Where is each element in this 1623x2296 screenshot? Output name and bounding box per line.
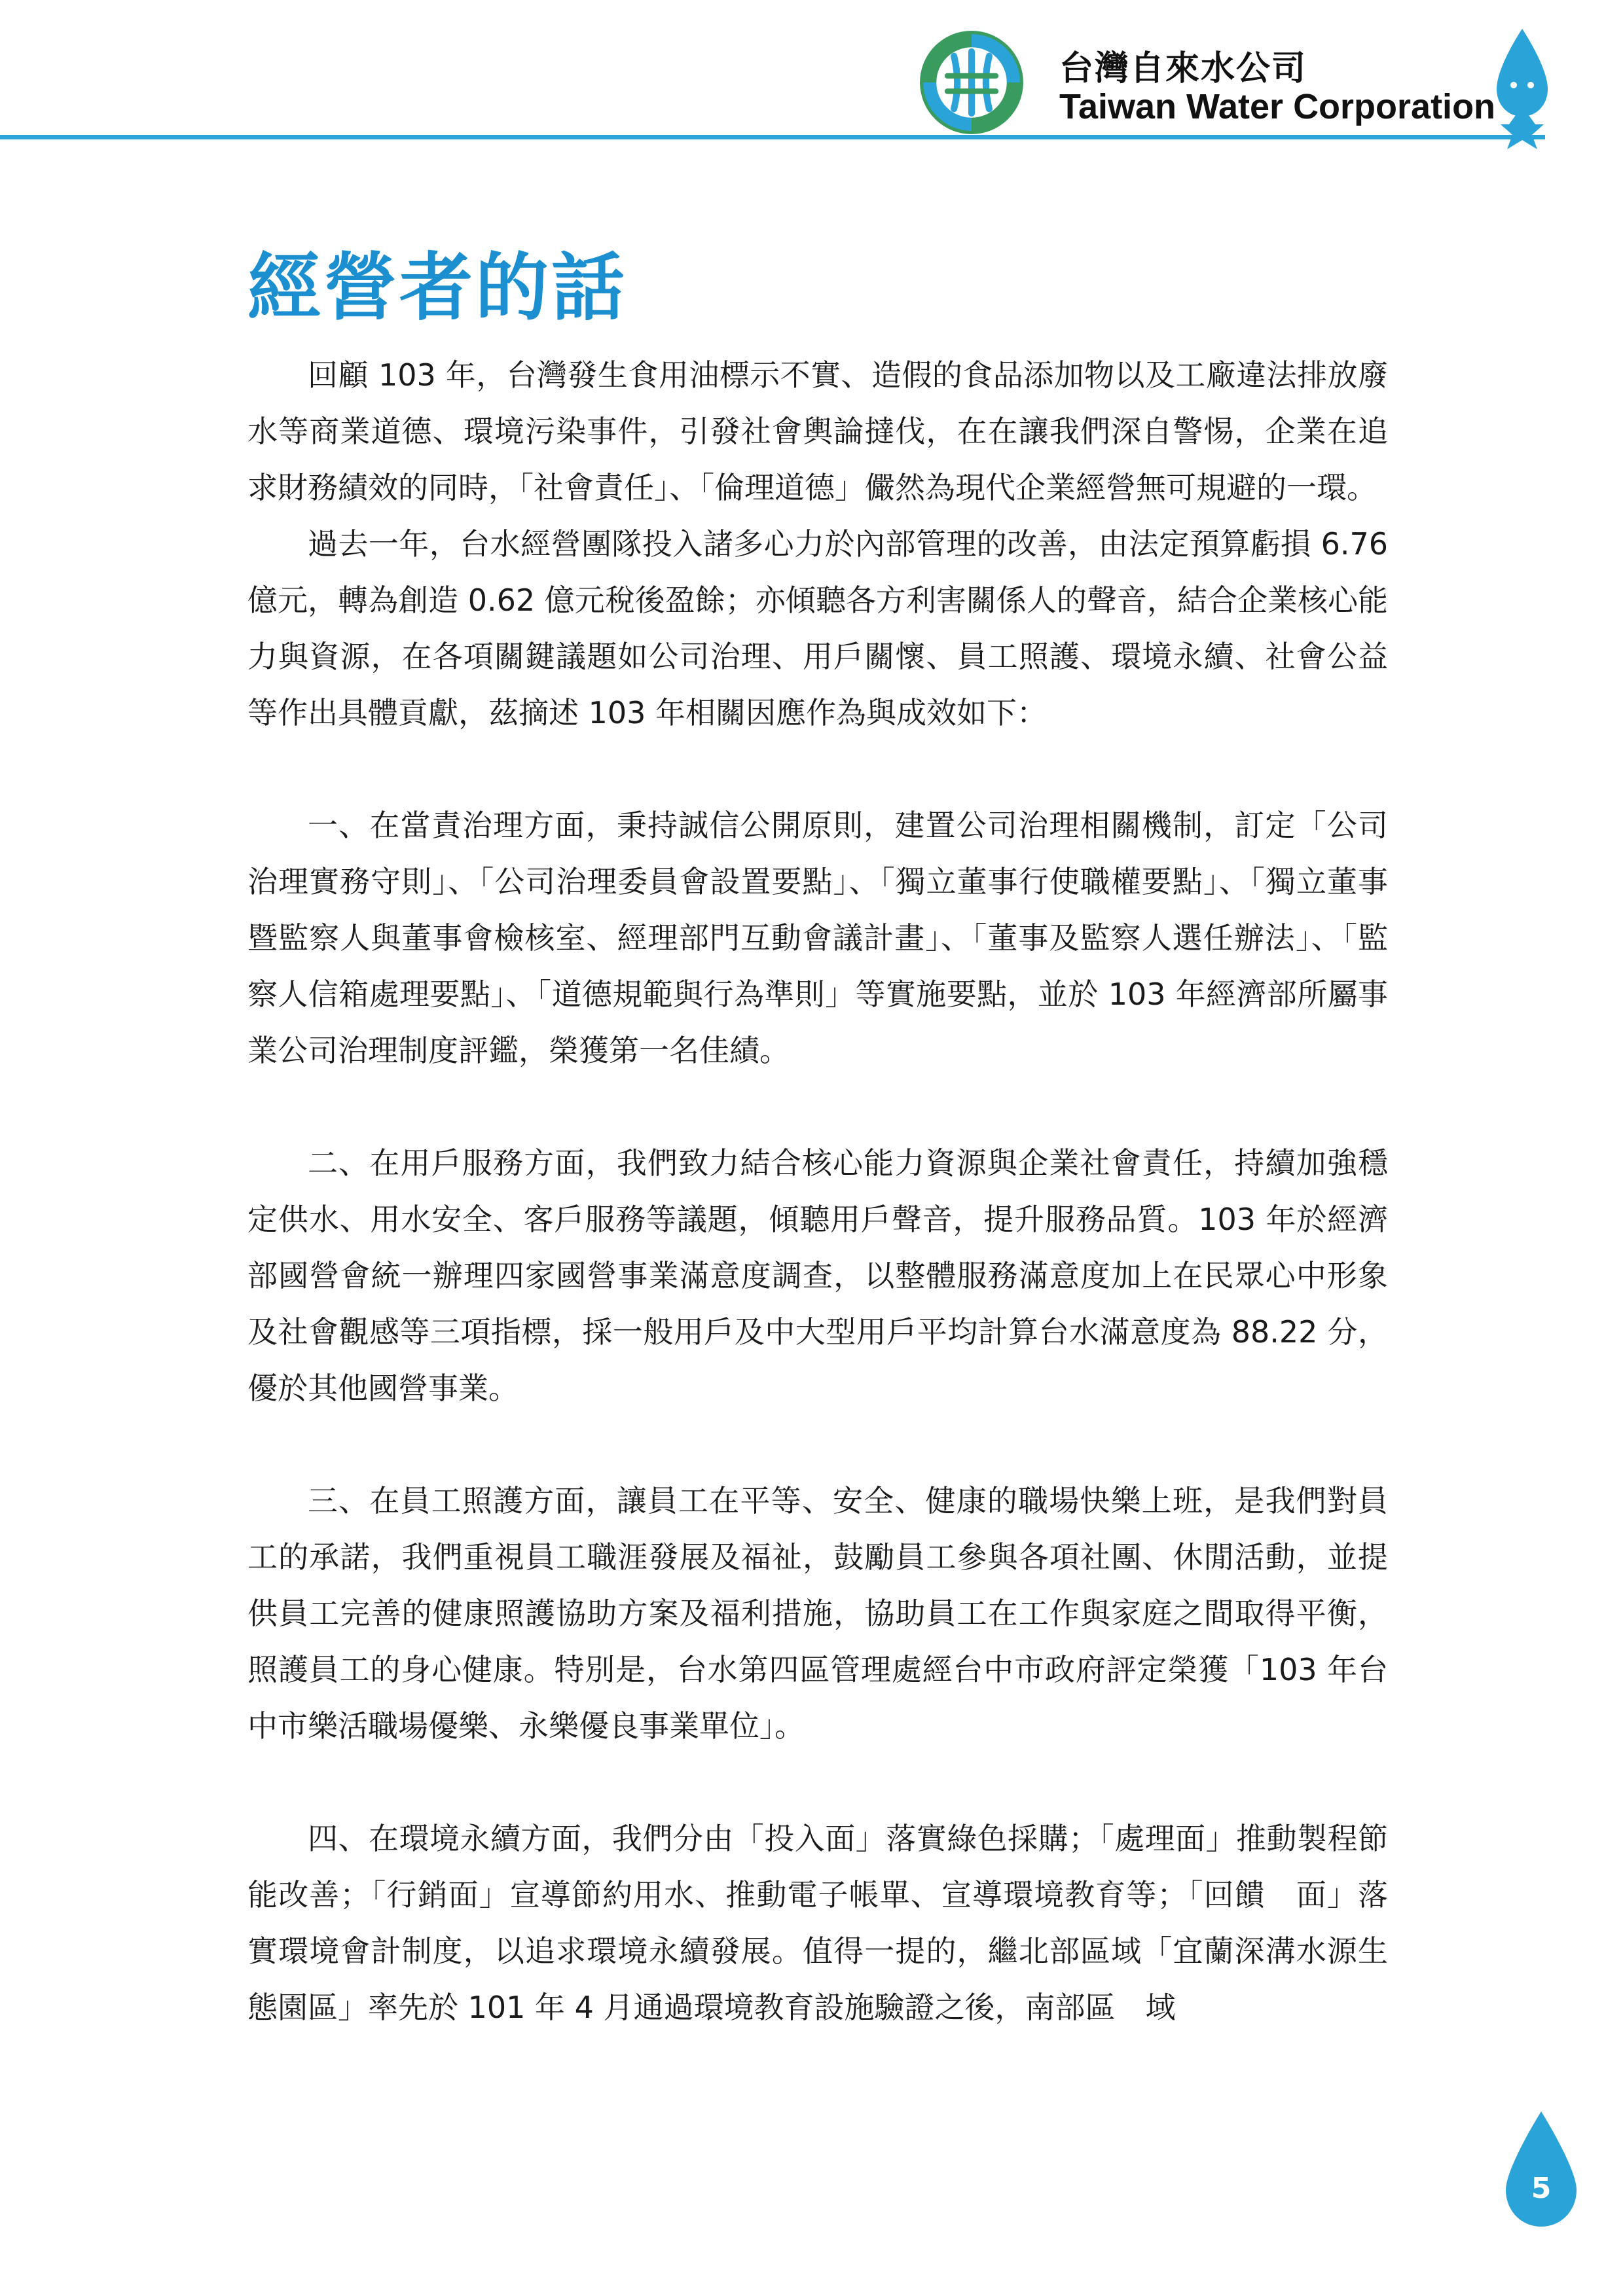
- paragraph-gap: [247, 1079, 1388, 1135]
- paragraph-gap: [247, 1416, 1388, 1473]
- paragraph-customer-service: 二、在用戶服務方面，我們致力結合核心能力資源與企業社會責任，持續加強穩定供水、用水安全、客戶服務等議題，傾聽用戶聲音，提升服務品質。103 年於經濟部國營會統一辦理四家國營事業滿意度調查，以整體服務滿意度加上在民眾心中形象及社會觀感等三項指標，採一般用戶及中大型用戶平均計算台水滿意度為 88.22 分，優於其他國營事業。: [247, 1145, 1388, 1406]
- paragraph-gap: [247, 1754, 1388, 1810]
- company-name-en: Taiwan Water Corporation: [1059, 87, 1496, 126]
- taiwan-water-logo-icon: [917, 27, 1027, 137]
- page-number-drop-icon: [1501, 2109, 1582, 2229]
- paragraph-gap: [247, 741, 1388, 797]
- page-title: 經營者的話: [247, 245, 627, 331]
- paragraph-governance: 一、在當責治理方面，秉持誠信公開原則，建置公司治理相關機制，訂定「公司治理實務守則」、「公司治理委員會設置要點」、「獨立董事行使職權要點」、「獨立董事暨監察人與董事會檢核室、經理部門互動會議計畫」、「董事及監察人選任辦法」、「監察人信箱處理要點」、「道德規範與行為準則」等實施要點，並於 103 年經濟部所屬事業公司治理制度評鑑，榮獲第一名佳績。: [247, 808, 1388, 1068]
- page-number: 5: [1531, 2172, 1552, 2205]
- water-drop-mascot-icon: [1486, 26, 1558, 151]
- body-text: [247, 347, 1418, 2036]
- paragraph-overview: 過去一年，台水經營團隊投入諸多心力於內部管理的改善，由法定預算虧損 6.76 億元，轉為創造 0.62 億元稅後盈餘；亦傾聽各方利害關係人的聲音，結合企業核心能力與資源，在各項關鍵議題如公司治理、用戶關懷、員工照護、環境永續、社會公益等作出具體貢獻，茲摘述 103 年相關因應作為與成效如下：: [247, 526, 1388, 730]
- company-name-cn: 台灣自來水公司: [1059, 49, 1307, 88]
- header-divider: [0, 135, 1545, 139]
- paragraph-intro: 回顧 103 年，台灣發生食用油標示不實、造假的食品添加物以及工廠違法排放廢水等商業道德、環境污染事件，引發社會輿論撻伐，在在讓我們深自警惕，企業在追求財務績效的同時，「社會責任」、「倫理道德」儼然為現代企業經營無可規避的一環。: [247, 357, 1388, 505]
- paragraph-environment: 四、在環境永續方面，我們分由「投入面」落實綠色採購；「處理面」推動製程節 能改善；「行銷面」宣導節約用水、推動電子帳單、宣導環境教育等；「回饋 面」落實環境會計制度，以追求環境永續發展。值得一提的，繼北部區域「宜蘭深溝水源生態園區」率先於 101 年 4 月通過環境教育設施驗證之後，南部區 域: [247, 1821, 1418, 2025]
- paragraph-employee-care: 三、在員工照護方面，讓員工在平等、安全、健康的職場快樂上班，是我們對員工的承諾，我們重視員工職涯發展及福祉，鼓勵員工參與各項社團、休閒活動，並提供員工完善的健康照護協助方案及福利措施，協助員工在工作與家庭之間取得平衡，照護員工的身心健康。特別是，台水第四區管理處經台中市政府評定榮獲「103 年台中市樂活職場優樂、永樂優良事業單位」。: [247, 1483, 1388, 1744]
